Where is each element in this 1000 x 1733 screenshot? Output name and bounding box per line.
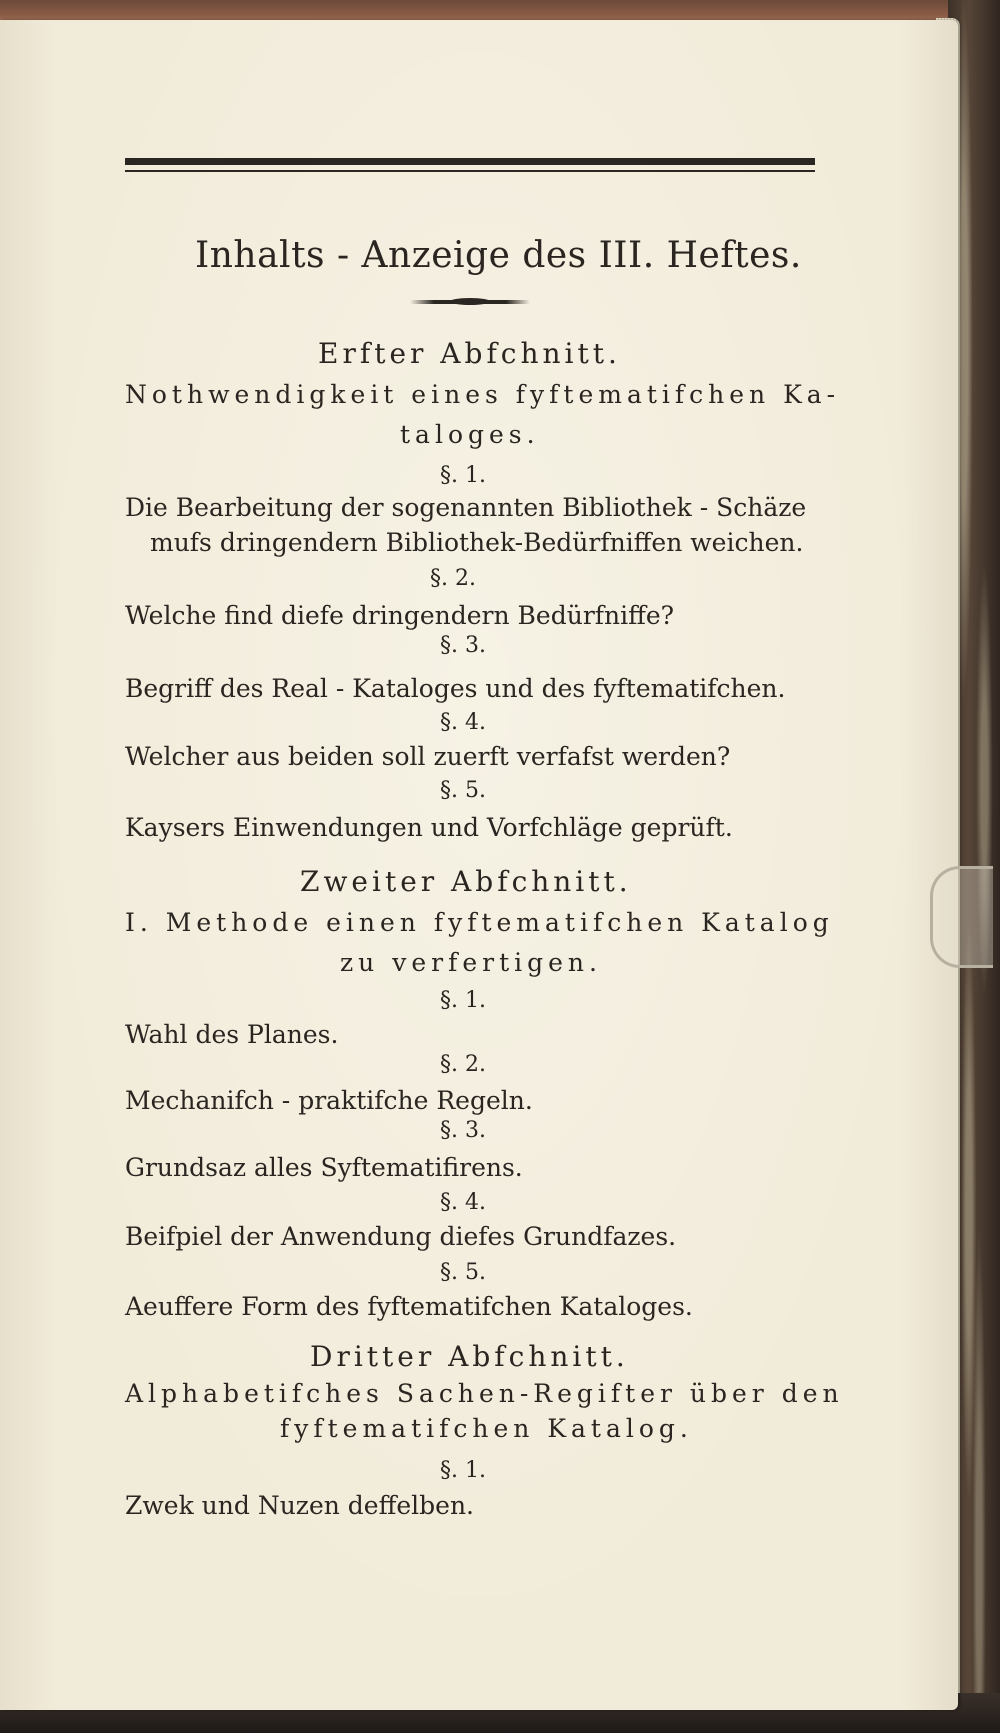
- header-rule-thick: [125, 158, 815, 165]
- section-2-subtitle-line2: zu verfertigen.: [340, 948, 602, 977]
- toc-entry: Welche find diefe dringendern Bedürfniffe?: [125, 601, 675, 630]
- page-clip: [930, 866, 993, 968]
- paragraph-number: §. 4.: [440, 710, 486, 735]
- header-rule-thin: [125, 170, 815, 172]
- paragraph-number: §. 3.: [440, 1118, 486, 1143]
- toc-entry: Welcher aus beiden soll zuerft verfafst werden?: [125, 742, 731, 771]
- section-3-heading: Dritter Abfchnitt.: [310, 1340, 629, 1373]
- paragraph-number: §. 1.: [440, 988, 486, 1013]
- section-2-subtitle-line1: I. Methode einen fyftematifchen Katalog: [125, 908, 834, 937]
- paragraph-number: §. 3.: [440, 633, 486, 658]
- section-2-heading: Zweiter Abfchnitt.: [300, 865, 632, 898]
- paragraph-number: §. 2.: [430, 566, 476, 591]
- toc-entry: Zwek und Nuzen deffelben.: [125, 1491, 474, 1520]
- toc-entry: Die Bearbeitung der sogenannten Bibliothek - Schäze: [125, 493, 807, 522]
- toc-entry: Aeuffere Form des fyftematifchen Kataloges.: [125, 1292, 693, 1321]
- section-3-subtitle-line1: Alphabetifches Sachen-Regifter über den: [125, 1379, 844, 1408]
- toc-entry: Kaysers Einwendungen und Vorfchläge geprüft.: [125, 813, 733, 842]
- paragraph-number: §. 5.: [440, 1260, 486, 1285]
- toc-entry: Grundsaz alles Syftematifirens.: [125, 1153, 523, 1182]
- section-1-subtitle-line2: taloges.: [400, 420, 540, 449]
- toc-entry: Beifpiel der Anwendung diefes Grundfazes.: [125, 1222, 677, 1251]
- toc-entry-continuation: mufs dringendern Bibliothek-Bedürfniffen weichen.: [150, 528, 804, 557]
- section-3-subtitle-line2: fyftematifchen Katalog.: [280, 1414, 693, 1443]
- paragraph-number: §. 5.: [440, 778, 486, 803]
- section-1-subtitle-line1: Nothwendigkeit eines fyftematifchen Ka-: [125, 380, 841, 409]
- toc-entry: Wahl des Planes.: [125, 1020, 339, 1049]
- title-ornament: [410, 300, 530, 304]
- paragraph-number: §. 4.: [440, 1190, 486, 1215]
- paragraph-number: §. 1.: [440, 463, 486, 488]
- paragraph-number: §. 2.: [440, 1052, 486, 1077]
- toc-entry: Mechanifch - praktifche Regeln.: [125, 1086, 533, 1115]
- page-title: Inhalts - Anzeige des III. Heftes.: [195, 235, 802, 276]
- toc-entry: Begriff des Real - Kataloges und des fyftematifchen.: [125, 674, 786, 703]
- section-1-heading: Erfter Abfchnitt.: [318, 337, 621, 370]
- paragraph-number: §. 1.: [440, 1458, 486, 1483]
